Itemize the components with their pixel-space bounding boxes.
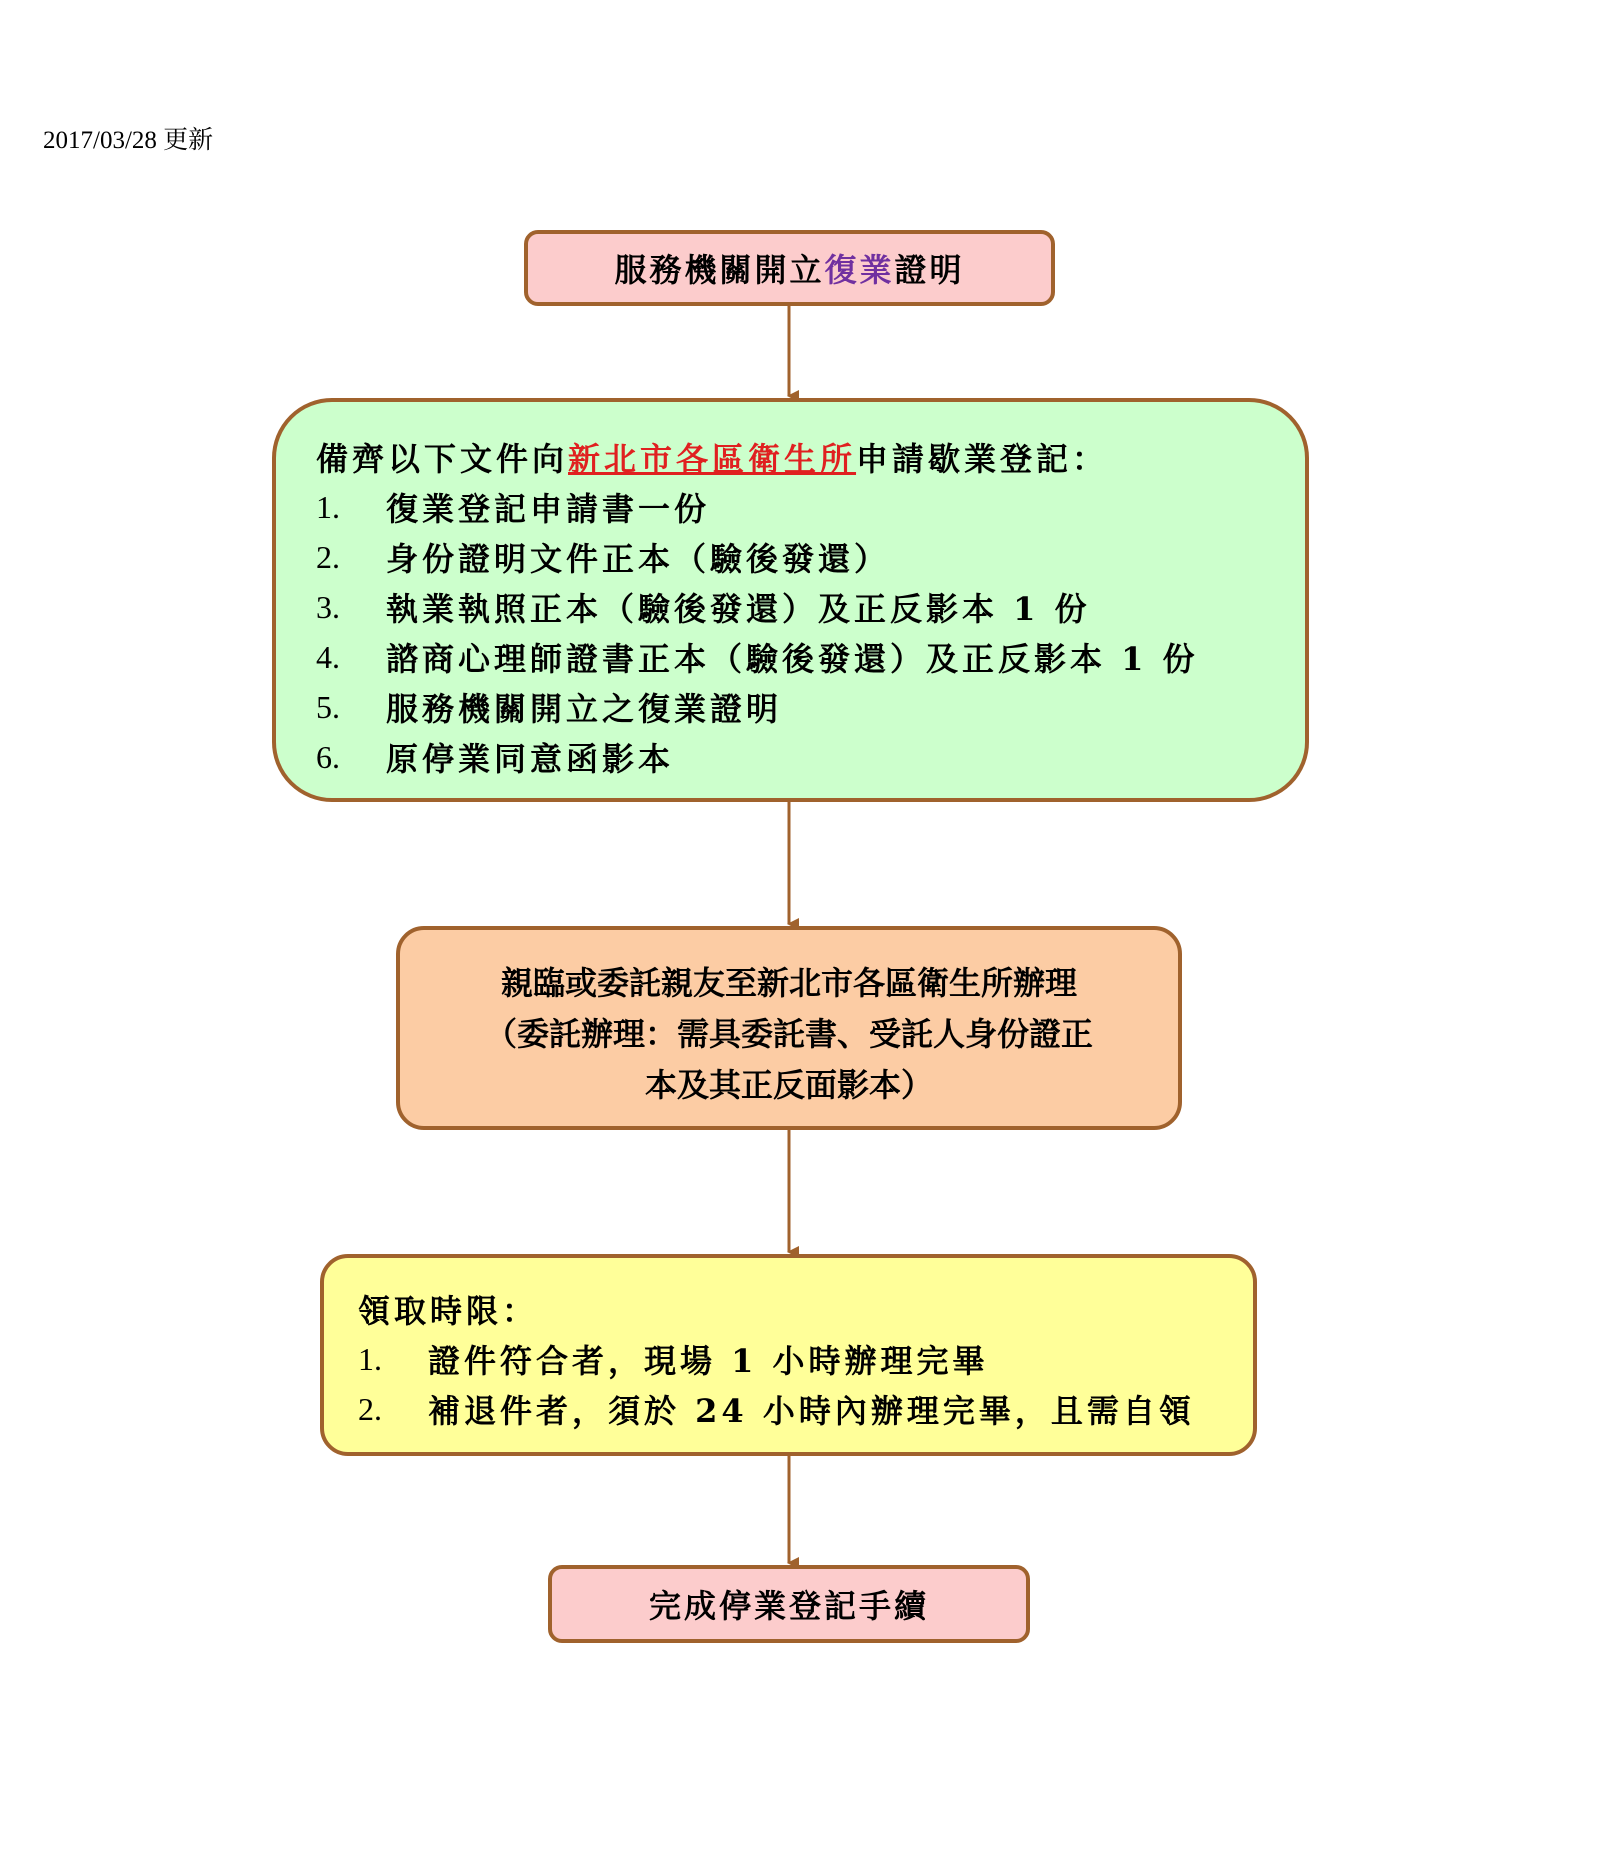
document-item bbox=[316, 482, 1305, 532]
intro-pre: 備齊以下文件向 bbox=[316, 440, 569, 478]
step1-pre: 服務機關開立 bbox=[614, 251, 825, 289]
document-item bbox=[316, 732, 1305, 782]
item-number: 2. bbox=[358, 1390, 382, 1427]
item-number: 5. bbox=[316, 688, 340, 725]
document-item bbox=[316, 632, 1305, 682]
item-number: 2. bbox=[316, 538, 340, 575]
intro-post: 申請歇業登記： bbox=[856, 440, 1109, 478]
step1-highlight: 復業 bbox=[824, 251, 895, 289]
step-visit-box bbox=[396, 926, 1182, 1130]
item-number: 1. bbox=[358, 1340, 382, 1377]
step-certificate-box bbox=[524, 230, 1055, 306]
step1-post: 證明 bbox=[894, 251, 965, 289]
item-text: 原停業同意函影本 bbox=[386, 740, 675, 778]
intro-highlight: 新北市各區衛生所 bbox=[568, 440, 857, 478]
document-item bbox=[316, 682, 1305, 732]
item-text: 服務機關開立之復業證明 bbox=[386, 690, 783, 728]
documents-intro bbox=[316, 432, 1305, 482]
item-text: 證件符合者，現場 1 小時辦理完畢 bbox=[428, 1342, 989, 1380]
item-text: 補退件者，須於 24 小時內辦理完畢，且需自領 bbox=[428, 1392, 1195, 1430]
item-number: 4. bbox=[316, 638, 340, 675]
step-complete-box bbox=[548, 1565, 1030, 1643]
document-item bbox=[316, 582, 1305, 632]
step-documents-box bbox=[272, 398, 1309, 802]
timelimit-item bbox=[358, 1384, 1253, 1434]
document-item bbox=[316, 532, 1305, 582]
visit-line-2: （委託辦理：需具委託書、受託人身份證正 bbox=[484, 1015, 1093, 1053]
step-timelimit-box bbox=[320, 1254, 1257, 1456]
timelimit-title: 領取時限： bbox=[358, 1292, 539, 1330]
item-text: 身份證明文件正本（驗後發還） bbox=[386, 540, 891, 578]
timelimit-item bbox=[358, 1334, 1253, 1384]
update-date: 2017/03/28 更新 bbox=[43, 127, 214, 154]
item-number: 6. bbox=[316, 738, 340, 775]
visit-line-3: 本及其正反面影本） bbox=[644, 1066, 933, 1104]
item-number: 3. bbox=[316, 588, 340, 625]
item-text: 諮商心理師證書正本（驗後發還）及正反影本 1 份 bbox=[386, 640, 1199, 678]
item-text: 執業執照正本（驗後發還）及正反影本 1 份 bbox=[386, 590, 1091, 628]
item-number: 1. bbox=[316, 488, 340, 525]
visit-line-1: 親臨或委託親友至新北市各區衛生所辦理 bbox=[500, 964, 1077, 1002]
item-text: 復業登記申請書一份 bbox=[386, 490, 711, 528]
complete-text: 完成停業登記手續 bbox=[648, 1587, 929, 1625]
